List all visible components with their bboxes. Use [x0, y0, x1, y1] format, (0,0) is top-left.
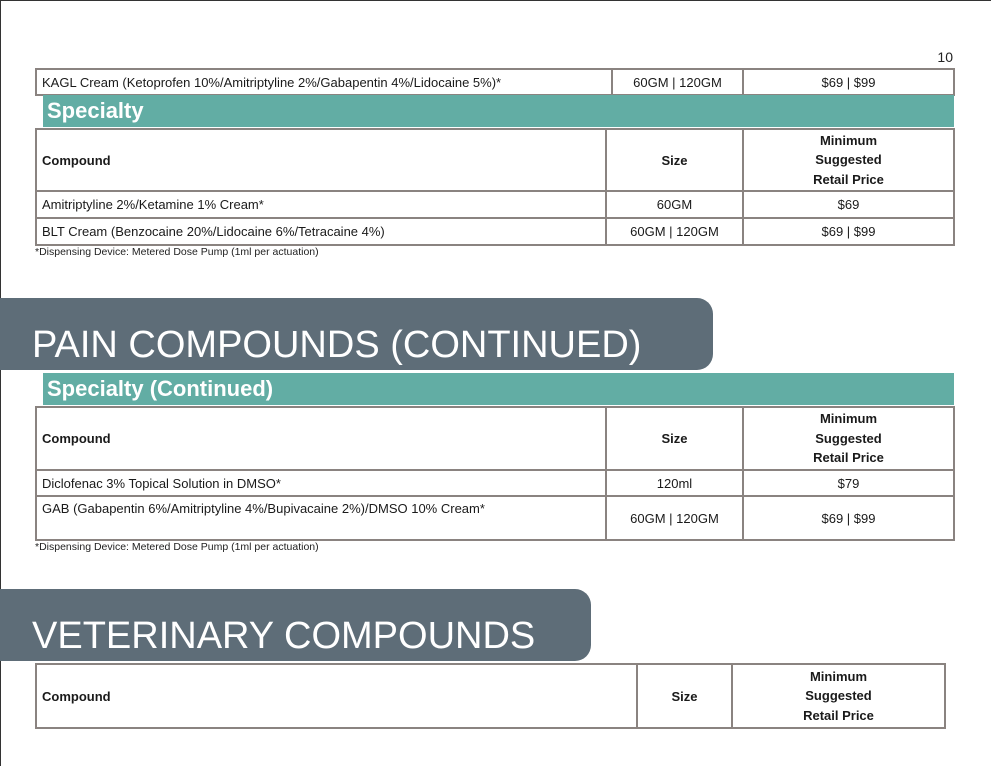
table-header-row — [36, 129, 954, 191]
specialty-continued-footnote: *Dispensing Device: Metered Dose Pump (1ml per actuation) — [35, 541, 319, 553]
table-row — [36, 496, 954, 540]
specialty-continued-heading: Specialty (Continued) — [43, 373, 954, 405]
price-header-line: Suggested — [815, 152, 882, 168]
specialty-heading: Specialty — [43, 95, 954, 127]
price-header-line: Retail Price — [803, 707, 874, 723]
veterinary-compounds-banner — [0, 589, 591, 661]
compound-cell: Diclofenac 3% Topical Solution in DMSO* — [36, 470, 606, 496]
price-cell: $69 | $99 — [743, 496, 954, 540]
table-header-row — [36, 407, 954, 470]
price-header-line: Suggested — [815, 430, 882, 446]
size-cell: 60GM | 120GM — [612, 69, 743, 95]
veterinary-table — [35, 663, 946, 729]
section-title: VETERINARY COMPOUNDS — [32, 615, 536, 657]
size-cell: 120ml — [606, 470, 743, 496]
price-cell: $69 | $99 — [743, 69, 954, 95]
compound-cell: GAB (Gabapentin 6%/Amitriptyline 4%/Bupivacaine 2%)/DMSO 10% Cream* — [36, 496, 606, 540]
size-cell: 60GM | 120GM — [606, 496, 743, 540]
price-header-line: Retail Price — [813, 171, 884, 187]
specialty-footnote: *Dispensing Device: Metered Dose Pump (1ml per actuation) — [35, 246, 319, 258]
compound-cell: Amitriptyline 2%/Ketamine 1% Cream* — [36, 191, 606, 218]
price-header-line: Minimum — [819, 411, 878, 427]
table-row — [36, 191, 954, 218]
size-header: Size — [606, 407, 743, 470]
page-number: 10 — [937, 49, 953, 65]
specialty-table — [35, 128, 955, 246]
table-row — [36, 218, 954, 245]
price-header — [732, 664, 945, 728]
compound-header: Compound — [36, 407, 606, 470]
price-cell: $69 — [743, 191, 954, 218]
price-cell: $69 | $99 — [743, 218, 954, 245]
price-header-line: Minimum — [819, 132, 878, 148]
table-header-row — [36, 664, 945, 728]
table-row — [36, 470, 954, 496]
price-header — [743, 129, 954, 191]
price-cell: $79 — [743, 470, 954, 496]
compound-header: Compound — [36, 129, 606, 191]
compound-cell: BLT Cream (Benzocaine 20%/Lidocaine 6%/Tetracaine 4%) — [36, 218, 606, 245]
section-title: PAIN COMPOUNDS (CONTINUED) — [32, 324, 642, 366]
compound-cell: KAGL Cream (Ketoprofen 10%/Amitriptyline 2%/Gabapentin 4%/Lidocaine 5%)* — [36, 69, 612, 95]
size-header: Size — [606, 129, 743, 191]
size-cell: 60GM | 120GM — [606, 218, 743, 245]
kagl-table — [35, 68, 955, 96]
specialty-continued-table — [35, 406, 955, 541]
size-header: Size — [637, 664, 732, 728]
pain-compounds-banner — [0, 298, 713, 370]
price-header-line: Suggested — [805, 688, 872, 704]
table-row — [36, 69, 954, 95]
price-header — [743, 407, 954, 470]
compound-header: Compound — [36, 664, 637, 728]
price-header-line: Minimum — [809, 668, 868, 684]
size-cell: 60GM — [606, 191, 743, 218]
price-header-line: Retail Price — [813, 450, 884, 466]
